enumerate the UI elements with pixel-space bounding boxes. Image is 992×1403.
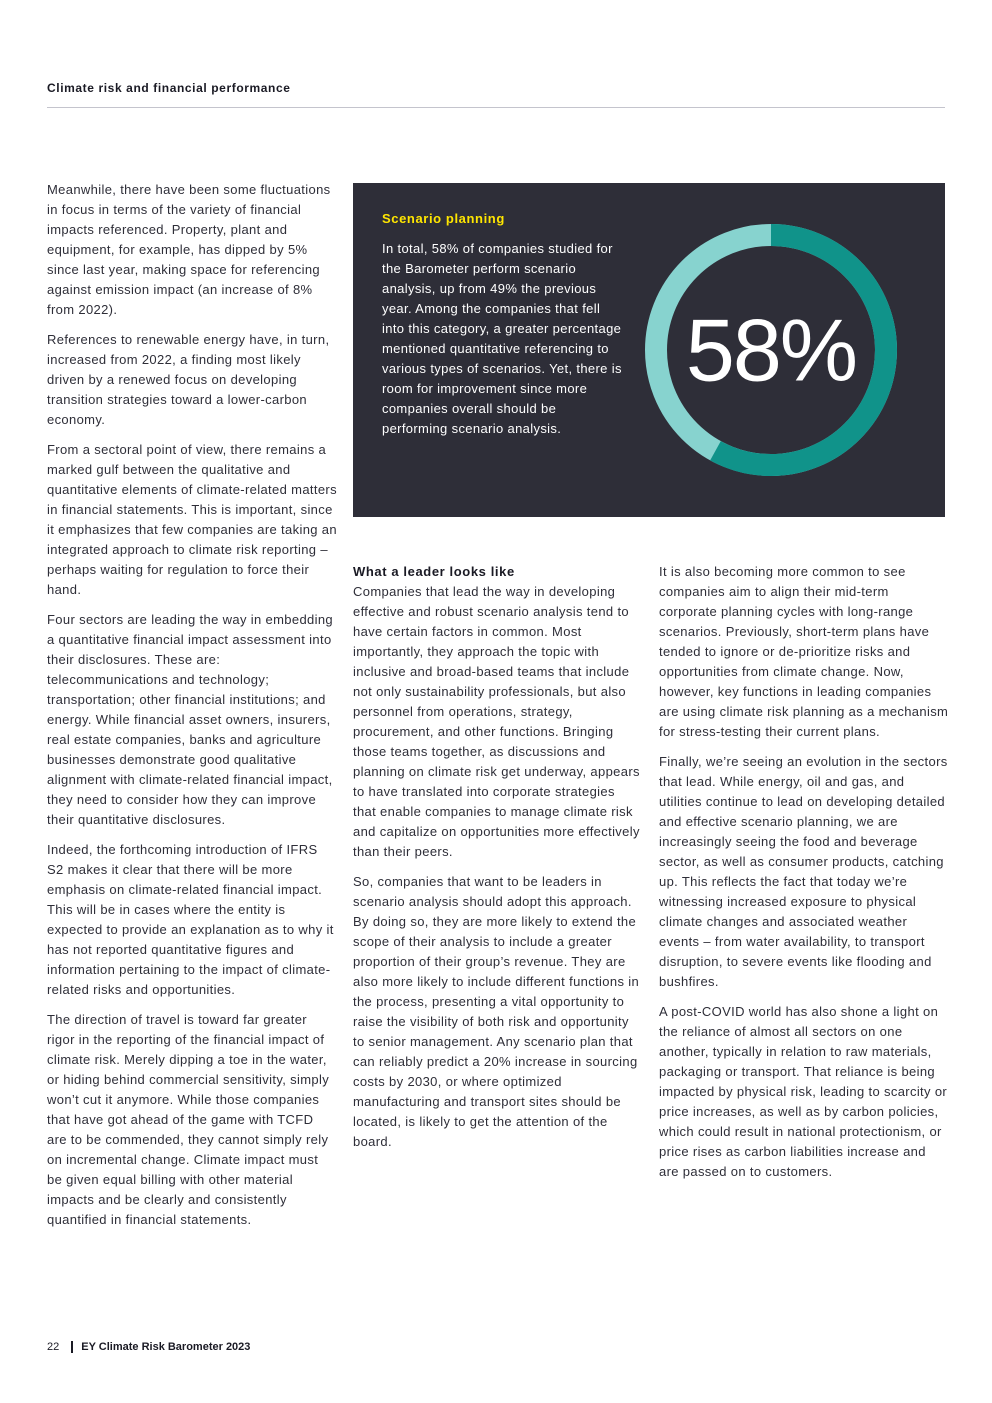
paragraph: It is also becoming more common to see companies aim to align their mid-term corporate planning cycles with long-range scenarios. Previously, short-term plans have tended to ignore or de-prioritize risks and opportunities from climate change. Now, however, key functions in leading companies are using climate risk planning as a mechanism for stress-testing their current plans. (659, 564, 949, 739)
publication-title: EY Climate Risk Barometer 2023 (81, 1341, 251, 1353)
scenario-planning-panel (353, 183, 945, 517)
paragraph: So, companies that want to be leaders in scenario analysis should adopt this approach. By doing so, they are more likely to extend the scope of their analysis to include a greater proportion of their group’s revenue. They are also more likely to include different functions in the process, presenting a vital opportunity to raise the visibility of both risk and opportunity to senior management. Any scenario plan that can reliably predict a 20% increase in sourcing costs by 2030, or where optimized manufacturing and transport sites should be located, is likely to get the attention of the board. (353, 874, 640, 1149)
page-header-title: Climate risk and financial performance (47, 81, 291, 95)
donut-percentage-label: 58% (685, 300, 857, 400)
right-column (659, 562, 949, 1192)
panel-title: Scenario planning (382, 211, 505, 226)
paragraph: From a sectoral point of view, there remains a marked gulf between the qualitative and quantitative elements of climate-related matters in financial statements. This is important, since it emphasizes that few companies are taking an integrated approach to climate risk reporting – perhaps waiting for regulation to force their hand. (47, 442, 337, 597)
paragraph: Finally, we’re seeing an evolution in the sectors that lead. While energy, oil and gas, and utilities continue to lead on developing detailed and effective scenario planning, we are increasingly seeing the food and beverage sector, as well as consumer products, catching up. This reflects the fact that today we’re witnessing increased exposure to physical climate changes and associated weather events – from water availability, to transport disruption, to severe events like flooding and bushfires. (659, 754, 948, 989)
page-number: 22 (47, 1341, 60, 1353)
paragraph: References to renewable energy have, in turn, increased from 2022, a finding most likely driven by a renewed focus on developing transition strategies toward a lower-carbon economy. (47, 332, 330, 427)
percentage-donut-chart (644, 223, 898, 477)
paragraph: Four sectors are leading the way in embedding a quantitative financial impact assessment into their disclosures. These are: telecommunications and technology; transportation; other financial institutions; and energy. While financial asset owners, insurers, real estate companies, banks and agriculture businesses demonstrate good qualitative alignment with climate-related financial impact, they need to consider how they can improve their quantitative disclosures. (47, 612, 334, 827)
paragraph: The direction of travel is toward far greater rigor in the reporting of the financial impact of climate risk. Merely dipping a toe in the water, or hiding behind commercial sensitivity, simply won’t cut it anymore. While those companies that have got ahead of the game with TCFD are to be commended, they cannot simply rely on incremental change. Climate impact must be given equal billing with other material impacts and be clearly and consistently quantified in financial statements. (47, 1012, 330, 1227)
section-heading: What a leader looks like (353, 564, 515, 579)
left-column (47, 180, 337, 1240)
paragraph: Meanwhile, there have been some fluctuations in focus in terms of the variety of financial impacts referenced. Property, plant and equipment, for example, has dipped by 5% since last year, making space for referencing against emission impact (an increase of 8% from 2022). (47, 182, 331, 317)
middle-column (353, 562, 641, 1162)
paragraph: A post-COVID world has also shone a light on the reliance of almost all sectors on one another, typically in relation to raw materials, packaging or transport. That reliance is being impacted by physical risk, leading to scarcity or price increases, as well as by carbon policies, which could result in national protectionism, or price rises as carbon liabilities increase and are passed on to customers. (659, 1004, 948, 1179)
panel-body: In total, 58% of companies studied for the Barometer perform scenario analysis, up from 49% the previous year. Among the companies that fell into this category, a greater percentage mentioned quantitative referencing to various types of scenarios. Yet, there is room for improvement since more companies overall should be performing scenario analysis. (382, 241, 622, 436)
page-footer (47, 1341, 250, 1353)
paragraph: Indeed, the forthcoming introduction of IFRS S2 makes it clear that there will be more emphasis on climate-related financial impact. This will be in cases where the entity is expected to provide an explanation as to why it has not reported quantitative figures and information pertaining to the impact of climate-related risks and opportunities. (47, 842, 334, 997)
footer-separator (71, 1341, 73, 1353)
paragraph: Companies that lead the way in developing effective and robust scenario analysis tend to have certain factors in common. Most importantly, they approach the topic with inclusive and broad-based teams that include not only sustainability professionals, but also personnel from operations, strategy, procurement, and other functions. Bringing those teams together, as discussions and planning on climate risk get underway, appears to have translated into corporate strategies that enable companies to manage climate risk and capitalize on opportunities more effectively than their peers. (353, 584, 640, 859)
header-divider (47, 107, 945, 108)
